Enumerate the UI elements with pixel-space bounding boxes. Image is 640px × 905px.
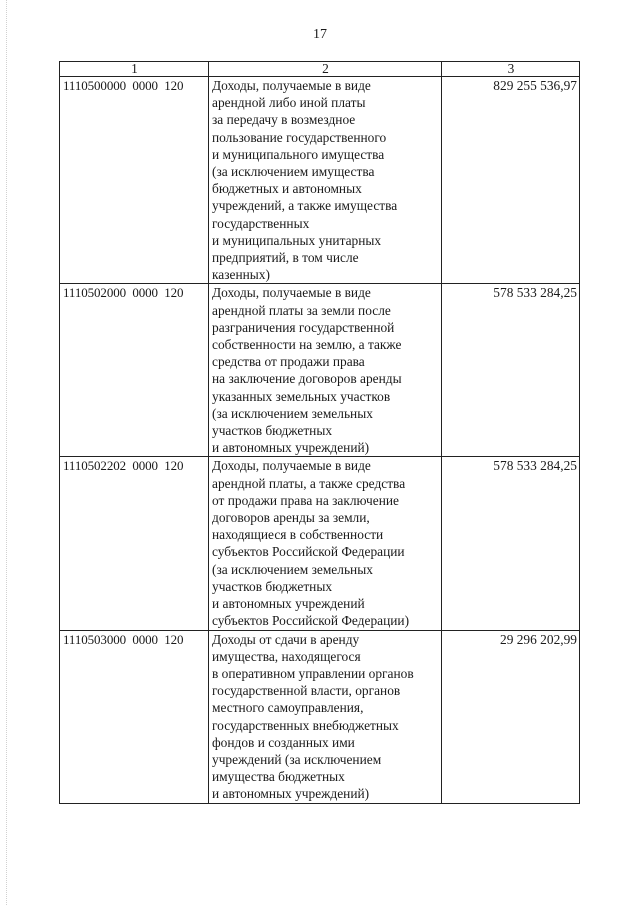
page-number: 17 [313, 27, 327, 42]
description-line: учреждений (за исключением [212, 751, 382, 767]
description-line: казенных) [212, 267, 270, 283]
description-line: на заключение договоров аренды [212, 371, 402, 387]
budget-revenue-table [59, 61, 580, 804]
description-line: участков бюджетных [212, 423, 333, 439]
description-line: учреждений, а также имущества [212, 198, 398, 214]
description-line: Доходы от сдачи в аренду [212, 631, 360, 647]
description-line: участков бюджетных [212, 578, 333, 594]
description-line: и муниципальных унитарных [212, 232, 382, 248]
description-line: арендной платы за земли после [212, 302, 391, 318]
description-line: Доходы, получаемые в виде [212, 78, 371, 93]
revenue-description [209, 630, 442, 803]
description-line: предприятий, в том числе [212, 250, 359, 266]
revenue-description [209, 284, 442, 457]
revenue-amount: 829 255 536,97 [442, 77, 580, 284]
revenue-amount: 29 296 202,99 [442, 630, 580, 803]
column-header-amount: 3 [442, 62, 580, 77]
table-row [60, 630, 580, 803]
table-header-row [60, 62, 580, 77]
description-line: находящиеся в собственности [212, 527, 384, 543]
description-line: местного самоуправления, [212, 700, 364, 716]
revenue-amount: 578 533 284,25 [442, 457, 580, 630]
description-line: (за исключением земельных [212, 561, 373, 577]
description-line: (за исключением имущества [212, 164, 375, 180]
revenue-description [209, 457, 442, 630]
description-line: указанных земельных участков [212, 388, 391, 404]
description-line: арендной платы, а также средства [212, 475, 406, 491]
revenue-code: 1110500000 0000 120 [60, 77, 209, 284]
description-line: в оперативном управлении органов [212, 665, 414, 681]
table-row [60, 77, 580, 284]
description-line: за передачу в возмездное [212, 112, 356, 128]
revenue-description [209, 77, 442, 284]
description-line: государственных [212, 215, 310, 231]
description-line: субъектов Российской Федерации) [212, 613, 410, 629]
description-line: Доходы, получаемые в виде [212, 458, 371, 474]
table-row [60, 457, 580, 630]
column-header-description: 2 [209, 62, 442, 77]
description-line: Доходы, получаемые в виде [212, 285, 371, 301]
description-line: имущества, находящегося [212, 648, 361, 664]
description-line: субъектов Российской Федерации [212, 544, 405, 560]
revenue-code: 1110502202 0000 120 [60, 457, 209, 630]
description-line: фондов и созданных ими [212, 734, 355, 750]
description-line: (за исключением земельных [212, 405, 373, 421]
description-line: от продажи права на заключение [212, 492, 399, 508]
description-line: арендной либо иной платы [212, 95, 366, 111]
description-line: государственной власти, органов [212, 683, 401, 699]
revenue-amount: 578 533 284,25 [442, 284, 580, 457]
revenue-code: 1110503000 0000 120 [60, 630, 209, 803]
column-header-code: 1 [60, 62, 209, 77]
description-line: и автономных учреждений) [212, 440, 370, 456]
description-line: государственных внебюджетных [212, 717, 399, 733]
description-line: разграничения государственной [212, 319, 395, 335]
description-line: собственности на землю, а также [212, 337, 402, 353]
description-line: пользование государственного [212, 129, 387, 145]
scan-edge [6, 0, 8, 905]
table-row [60, 284, 580, 457]
description-line: договоров аренды за земли, [212, 510, 370, 526]
description-line: и муниципального имущества [212, 146, 385, 162]
description-line: и автономных учреждений) [212, 786, 370, 802]
description-line: имущества бюджетных [212, 769, 345, 785]
revenue-code: 1110502000 0000 120 [60, 284, 209, 457]
description-line: и автономных учреждений [212, 596, 365, 612]
description-line: бюджетных и автономных [212, 181, 362, 197]
description-line: средства от продажи права [212, 354, 365, 370]
